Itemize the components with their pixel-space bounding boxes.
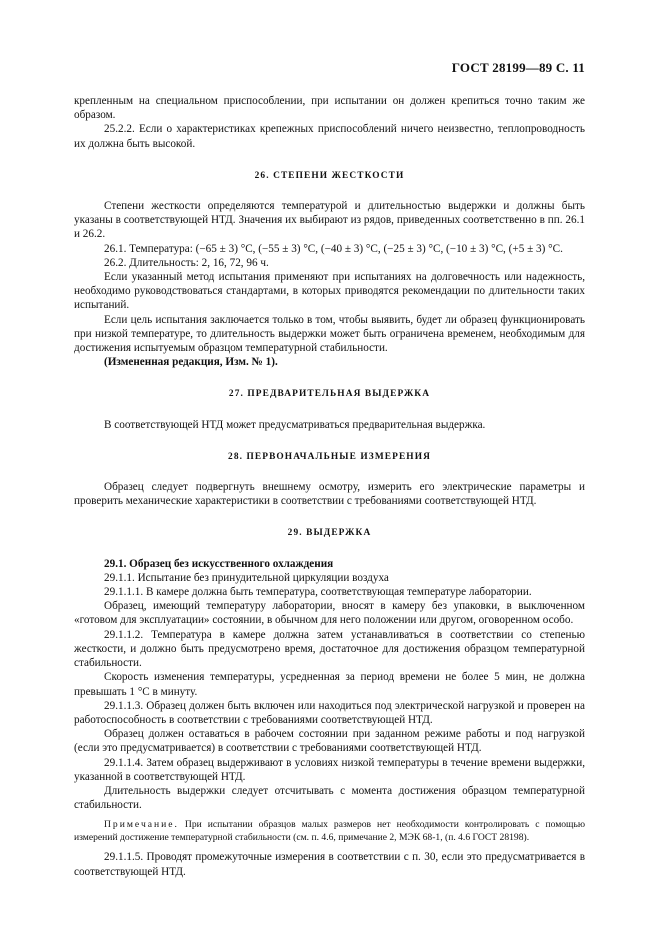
paragraph-29-duration: Длительность выдержки следует отсчитывать с момента достижения образцом температурной стабильности. [74, 784, 585, 812]
paragraph-28: Образец следует подвергнуть внешнему осмотру, измерить его электрические параметры и проверить механические характеристики в соответствии с требованиями соответствующей НТД. [74, 481, 585, 508]
section-28-title: 28. ПЕРВОНАЧАЛЬНЫЕ ИЗМЕРЕНИЯ [228, 451, 431, 462]
paragraph-26-reliability: Если указанный метод испытания применяют при испытаниях на долговечность или надежность, необходимо руководствоваться стандартами, в которых приводятся рекомендации по длительности таких испытаний. [74, 271, 585, 312]
paragraph-29-operating: Образец должен оставаться в рабочем состоянии при заданном режиме работы и под нагрузкой (если это предусматривается) в соответствии с требованиями соответствующей НТД. [74, 728, 585, 755]
paragraph-29-rate: Скорость изменения температуры, усредненная за период времени не более 5 мин, не должна превышать 1 °С в минуту. [74, 671, 585, 698]
paragraph-29-1-1-5: 29.1.1.5. Проводят промежуточные измерения в соответствии с п. 30, если это предусматривается в соответствующей НТД. [74, 851, 585, 878]
paragraph-29-1-1-2: 29.1.1.2. Температура в камере должна затем устанавливаться в соответствии со степенью жесткости, и должно быть предусмотрено время, достаточное для достижения образцом температурной стабильности. [74, 628, 585, 670]
paragraph-26-1: 26.1. Температура: (−65 ± 3) °С, (−55 ± 3) °С, (−40 ± 3) °С, (−25 ± 3) °С, (−10 ± 3) °С, (+5 ± 3) °С. [104, 242, 563, 255]
page-content [74, 94, 585, 879]
note-text: При испытании образцов малых размеров нет необходимости контролировать с помощью измерений достижение температурной стабильности (см. п. 4.6, примечание 2, МЭК 68-1, (п. 4.6 ГОСТ 28198). [74, 819, 585, 844]
section-27-title: 27. ПРЕДВАРИТЕЛЬНАЯ ВЫДЕРЖКА [228, 389, 431, 400]
paragraph-29-1-1-3: 29.1.1.3. Образец должен быть включен или находиться под электрической нагрузкой и проверен на работоспособность в соответствии с требованиями соответствующей НТД. [74, 699, 585, 726]
section-29-title: 29. ВЫДЕРЖКА [287, 528, 372, 539]
section-26-title: 26. СТЕПЕНИ ЖЕСТКОСТИ [254, 170, 405, 181]
paragraph-29-1-1-1: 29.1.1.1. В камере должна быть температура, соответствующая температуре лаборатории. [104, 586, 532, 599]
paragraph-26-purpose: Если цель испытания заключается только в том, чтобы выявить, будет ли образец функционировать при низкой температуре, то длительность выдержки может быть ограничена временем, необходимым для достижения испытуемым образцом температурной стабильности. [74, 313, 585, 355]
paragraph-29-1-1: 29.1.1. Испытание без принудительной циркуляции воздуха [104, 571, 389, 584]
paragraph-29-1-1-4: 29.1.1.4. Затем образец выдерживают в условиях низкой температуры в течение времени выдержки, указанной в соответствующей НТД. [74, 756, 585, 783]
paragraph-26-intro: Степени жесткости определяются температурой и длительностью выдержки и должны быть указаны в соответствующей НТД. Значения их выбирают из рядов, приведенных соответственно в пп. 26.1 и 26.2. [74, 200, 585, 241]
amendment-note: (Измененная редакция, Изм. № 1). [104, 356, 278, 369]
paragraph-25-2-2: 25.2.2. Если о характеристиках крепежных приспособлений ничего неизвестно, теплопроводность их должна быть высокой. [74, 123, 585, 150]
paragraph-29-specimen: Образец, имеющий температуру лаборатории, вносят в камеру без упаковки, в выключенном «готовом для эксплуатации» состоянии, в обычном для него положении или другом, оговоренном особо. [74, 600, 585, 627]
paragraph-27: В соответствующей НТД может предусматриваться предварительная выдержка. [104, 418, 486, 431]
paragraph-26-2: 26.2. Длительность: 2, 16, 72, 96 ч. [104, 256, 269, 269]
paragraph-intro: крепленным на специальном приспособлении, при испытании он должен крепиться точно таким же образом. [74, 95, 585, 122]
note [74, 818, 585, 844]
subsection-29-1: 29.1. Образец без искусственного охлаждения [104, 557, 334, 570]
note-label: Примечание. [104, 819, 179, 831]
page-header: ГОСТ 28199—89 С. 11 [451, 60, 585, 75]
